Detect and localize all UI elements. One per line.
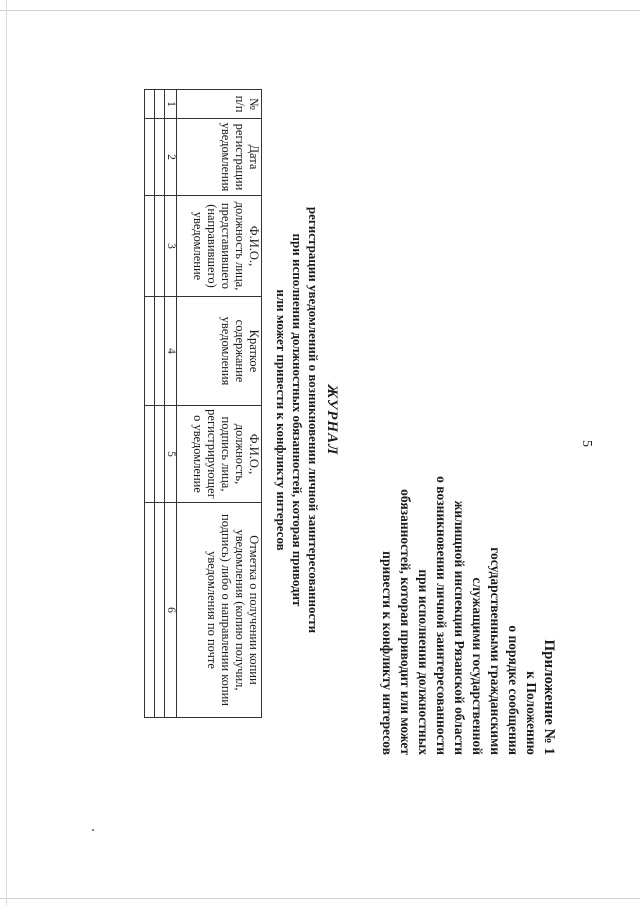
appendix-block — [378, 325, 558, 755]
appendix-line: жилищной инспекции Рязанской области — [452, 500, 467, 755]
table-cell — [155, 297, 165, 406]
table-cell — [155, 406, 165, 503]
table-row — [155, 90, 165, 718]
appendix-line: о возникновении личной заинтересованности — [434, 476, 449, 755]
appendix-line: обязанностей, которая приводит или может — [398, 489, 413, 755]
journal-title: ЖУРНАЛ — [324, 384, 340, 456]
column-header: Ф.И.О., должность, подпись лица, регистрирующег о уведомление — [177, 406, 262, 503]
column-number: 1 — [165, 90, 177, 119]
appendix-line: при исполнении должностных — [416, 569, 431, 755]
table-row — [165, 90, 177, 718]
table-cell — [145, 119, 155, 196]
table-cell — [155, 196, 165, 297]
table-header-row — [177, 90, 262, 718]
appendix-line: привести к конфликту интересов — [380, 551, 395, 755]
column-header: Дата регистрации уведомления — [177, 119, 262, 196]
journal-subtitle-line: или может привести к конфликту интересов — [274, 289, 289, 551]
table-cell — [155, 503, 165, 718]
table-cell — [145, 406, 155, 503]
page-number: 5 — [579, 440, 594, 447]
registration-table — [144, 89, 262, 718]
appendix-line: о порядке сообщения — [506, 625, 521, 755]
column-number: 3 — [165, 196, 177, 297]
table-cell — [145, 503, 155, 718]
column-header: Ф.И.О., должность лица, представившего (направившего) уведомление — [177, 196, 262, 297]
column-header: Краткое содержание уведомления — [177, 297, 262, 406]
journal-subtitle-line: при исполнении должностных обязанностей, которая приводит — [290, 233, 305, 607]
table-row — [145, 90, 155, 718]
table-cell — [155, 119, 165, 196]
column-number: 4 — [165, 297, 177, 406]
column-number: 6 — [165, 503, 177, 718]
table-cell — [145, 90, 155, 119]
table-cell — [155, 90, 165, 119]
appendix-line: к Положению — [524, 671, 539, 755]
journal-subtitle-line: регистрации уведомлений о возникновении личной заинтересованности — [306, 206, 321, 634]
journal-heading — [273, 140, 340, 700]
table-cell — [145, 297, 155, 406]
appendix-line: служащими государственной — [470, 577, 485, 755]
column-header: Отметка о получении копии уведомления (копию получил, подпись) либо о направлении копии уведомления по почте — [177, 503, 262, 718]
column-header: № п/п — [177, 90, 262, 119]
appendix-line: государственными гражданскими — [488, 547, 503, 755]
table-cell — [145, 196, 155, 297]
column-number: 2 — [165, 119, 177, 196]
appendix-title: Приложение № 1 — [541, 639, 557, 755]
column-number: 5 — [165, 406, 177, 503]
